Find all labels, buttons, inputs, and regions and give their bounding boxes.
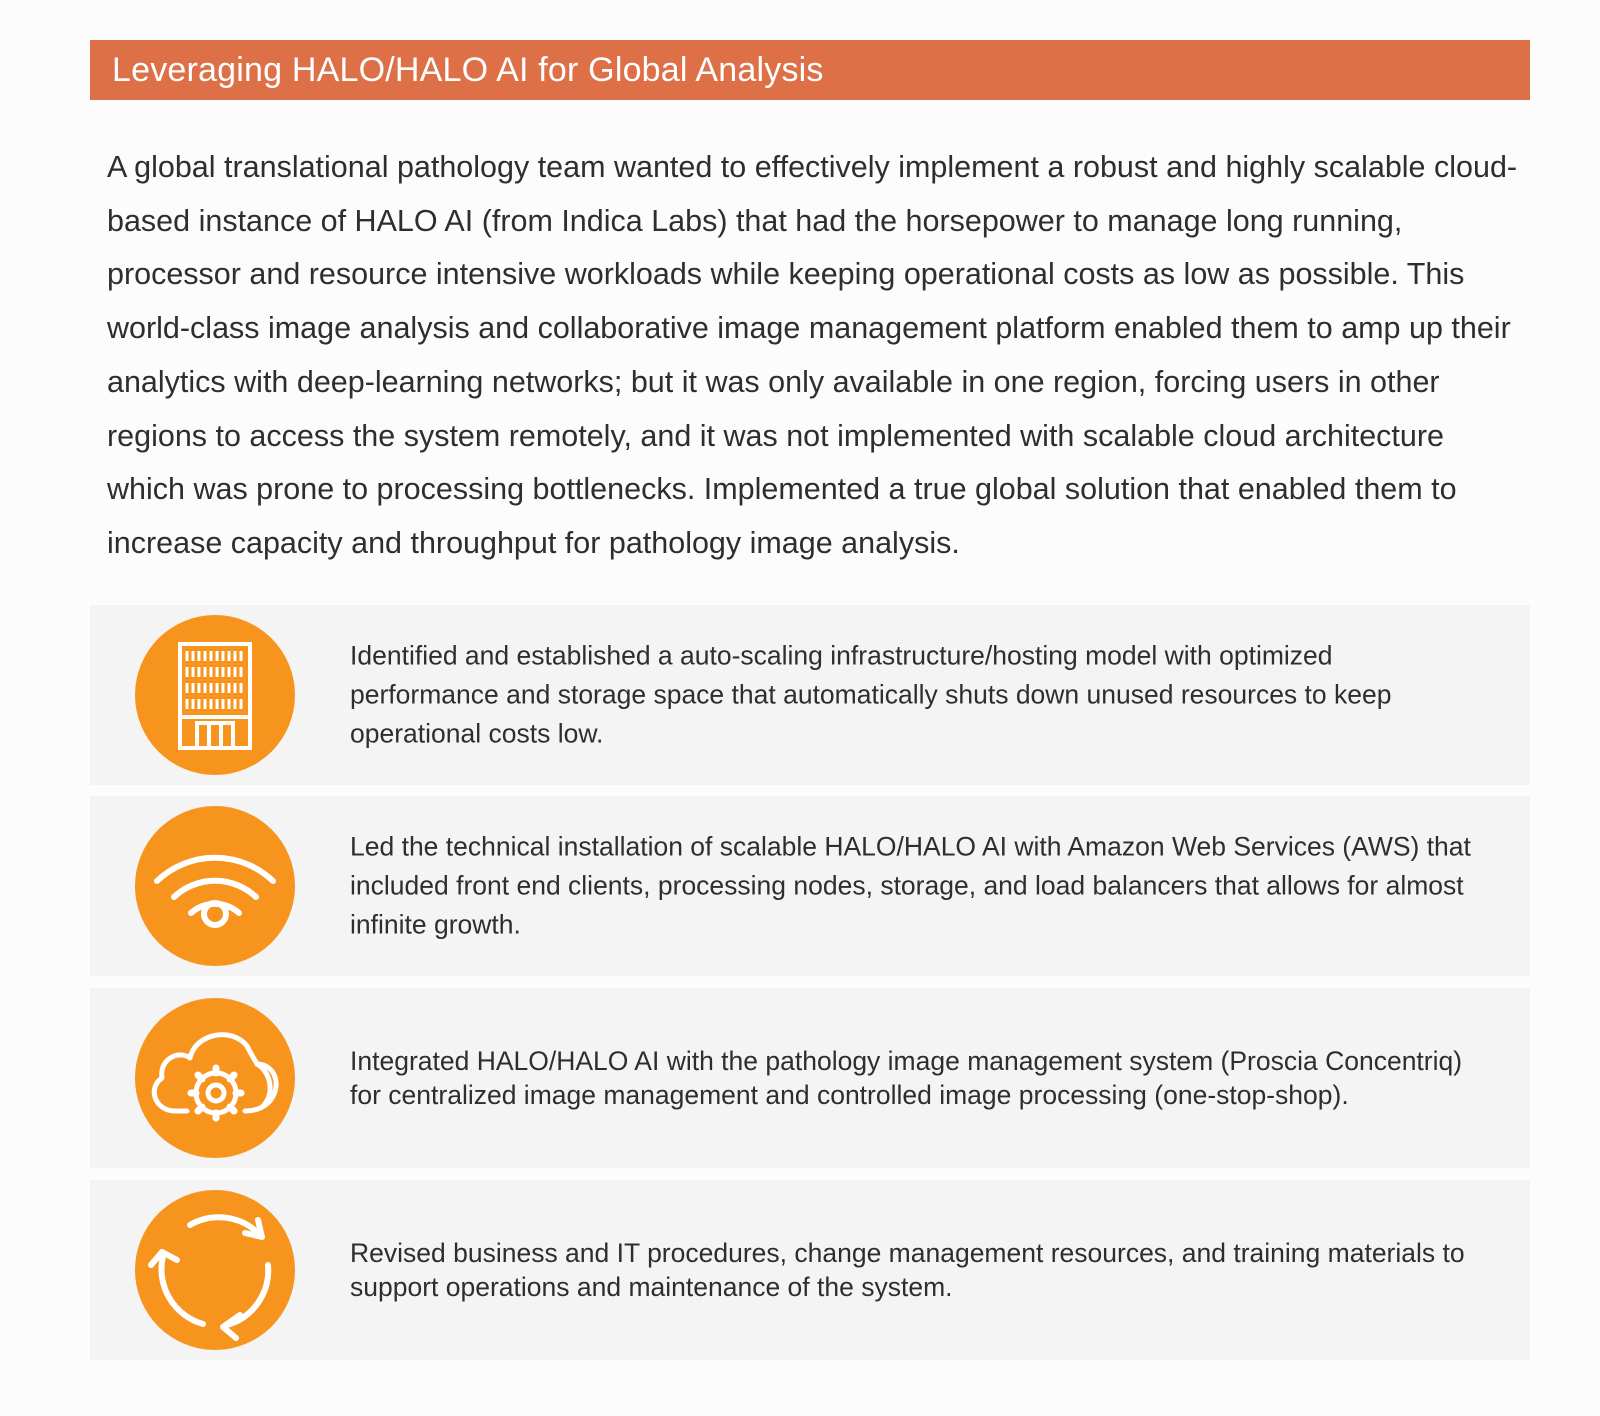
feature-card-procedures: [90, 1180, 1530, 1360]
feature-text: Integrated HALO/HALO AI with the pathology image management system (Proscia Concentriq) for centralized image management and controlled image processing (one-stop-shop).: [350, 1046, 1463, 1110]
feature-card-infrastructure: [90, 605, 1530, 785]
feature-card-image-management: [90, 988, 1530, 1168]
refresh-cycle-icon: [135, 1190, 295, 1350]
wifi-icon: [135, 806, 295, 966]
building-icon: [135, 615, 295, 775]
cloud-gear-icon: [135, 998, 295, 1158]
feature-text: Revised business and IT procedures, change management resources, and training materials to support operations and maintenance of the system.: [350, 1238, 1465, 1302]
intro-paragraph: A global translational pathology team wanted to effectively implement a robust and highly scalable cloud-based instance of HALO AI (from Indica Labs) that had the horsepower to manage long running, processor and resource intensive workloads while keeping operational costs as low as possible. This world-class image analysis and collaborative image management platform enabled them to amp up their analytics with deep-learning networks; but it was only available in one region, forcing users in other regions to access the system remotely, and it was not implemented with scalable cloud architecture which was prone to processing bottlenecks. Implemented a true global solution that enabled them to increase capacity and throughput for pathology image analysis.: [107, 150, 1518, 560]
feature-text: Led the technical installation of scalable HALO/HALO AI with Amazon Web Services (AWS) that included front end clients, processing nodes, storage, and load balancers that allows for almost infinite growth.: [350, 831, 1471, 940]
section-header-bar: [90, 40, 1530, 100]
feature-card-aws-installation: [90, 796, 1530, 976]
feature-text: Identified and established a auto-scaling infrastructure/hosting model with optimized performance and storage space that automatically shuts down unused resources to keep operational costs low.: [350, 640, 1392, 749]
section-title: Leveraging HALO/HALO AI for Global Analysis: [112, 50, 824, 89]
